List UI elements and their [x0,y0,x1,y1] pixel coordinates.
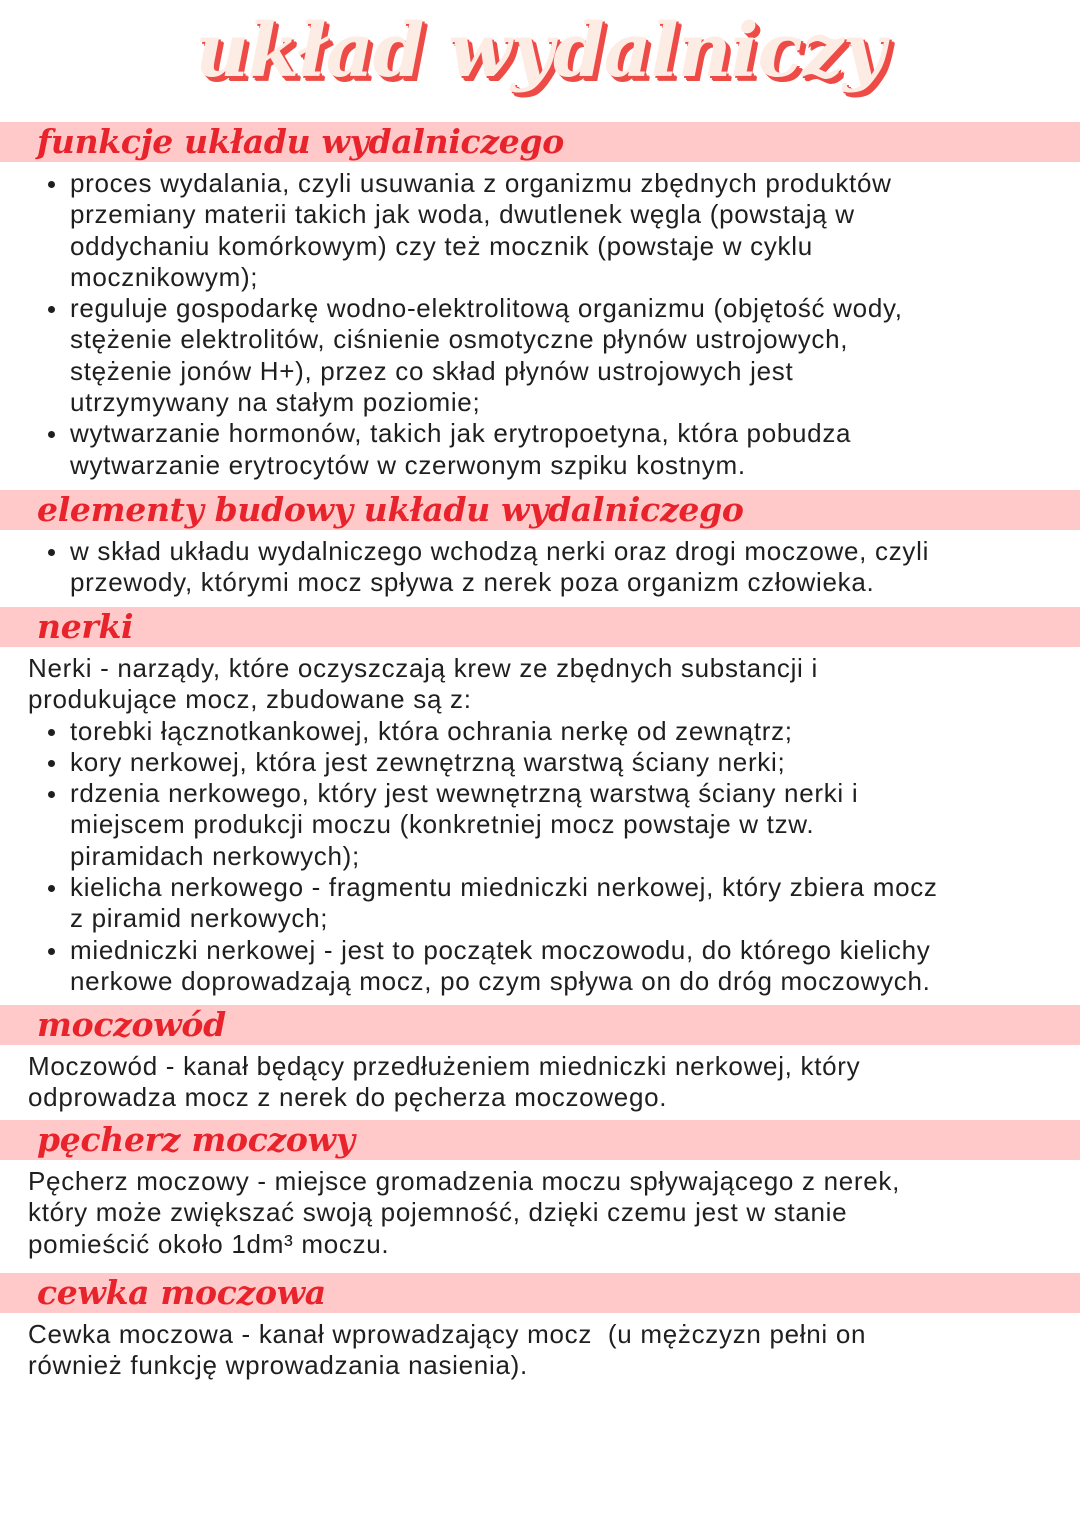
text-line: kory nerkowej, która jest zewnętrzną warstwą ściany nerki; [70,746,786,777]
text-line: który może zwiększać swoją pojemność, dzięki czemu jest w stanie [28,1197,848,1228]
text-line: Nerki - narządy, które oczyszczają krew ze zbędnych substancji i [28,653,818,683]
text-line: torebki łącznotkankowej, która ochrania nerkę od zewnątrz; [70,715,793,746]
text-line: stężenie elektrolitów, ciśnienie osmotyczne płynów ustrojowych, [70,324,849,355]
text-line: rdzenia nerkowego, który jest wewnętrzną warstwą ściany nerki i [70,778,859,809]
text-line: przewody, którymi mocz spływa z nerek poza organizm człowieka. [70,567,875,598]
text-line: Cewka moczowa - kanał wprowadzający mocz (u mężczyzn pełni on [28,1319,867,1349]
text-line: wytwarzanie hormonów, takich jak erytropoetyna, która pobudza [70,418,852,449]
section-kidneys [0,607,1080,997]
list-item [0,872,1080,935]
text-line: wytwarzanie erytrocytów w czerwonym szpiku kostnym. [70,449,746,480]
section-content [0,536,1080,599]
bullet-list [0,536,1080,599]
section-heading-band [0,1120,1080,1160]
list-item [0,536,1080,599]
list-item [0,418,1080,481]
bullet-icon [48,791,55,798]
bullet-icon [48,431,55,438]
text-line: stężenie jonów H+), przez co skład płynów ustrojowych jest [70,355,794,386]
text-line: reguluje gospodarkę wodno-elektrolitową organizmu (objętość wody, [70,293,903,324]
list-item [0,168,1080,293]
bullet-icon [48,306,55,313]
section-heading: nerki [37,607,134,646]
text-line: miejscem produkcji moczu (konkretniej mocz powstaje w tzw. [70,809,815,840]
section-heading: moczowód [37,1005,226,1044]
section-functions [0,122,1080,481]
text-line: miedniczki nerkowej - jest to początek moczowodu, do którego kielichy [70,934,931,965]
page-title: układ wydalniczy [195,8,885,94]
text-line: proces wydalania, czyli usuwania z organizmu zbędnych produktów [70,168,892,198]
section-urethra [0,1273,1080,1382]
section-heading-band [0,490,1080,530]
bullet-icon [48,760,55,767]
text-line: produkujące mocz, zbudowane są z: [28,684,472,715]
text-line: Moczowód - kanał będący przedłużeniem miedniczki nerkowej, który [28,1051,861,1081]
text-line: również funkcję wprowadzania nasienia). [28,1350,528,1381]
text-line: mocznikowym); [70,261,259,292]
section-heading-band [0,1273,1080,1313]
intro-paragraph [0,653,1080,716]
text-line: z piramid nerkowych; [70,903,329,934]
bullet-icon [48,181,55,188]
text-line: pomieścić około 1dm³ moczu. [28,1228,390,1259]
bullet-icon [48,729,55,736]
section-heading: elementy budowy układu wydalniczego [37,490,744,529]
text-line: odprowadza mocz z nerek do pęcherza moczowego. [28,1082,668,1113]
text-line: nerkowe doprowadzają mocz, po czym spływa on do dróg moczowych. [70,965,931,996]
text-line: kielicha nerkowego - fragmentu miedniczki nerkowej, który zbiera mocz [70,872,938,903]
text-line: piramidach nerkowych); [70,840,360,871]
list-item [0,935,1080,998]
list-item [0,716,1080,747]
section-heading: pęcherz moczowy [37,1120,355,1159]
section-content [0,653,1080,997]
text-line: Pęcherz moczowy - miejsce gromadzenia moczu spływającego z nerek, [28,1166,901,1196]
section-heading-band [0,607,1080,647]
list-item [0,293,1080,418]
text-line: w skład układu wydalniczego wchodzą nerki oraz drogi moczowe, czyli [70,536,930,566]
list-item [0,778,1080,872]
section-heading: cewka moczowa [37,1273,326,1312]
bullet-icon [48,549,55,556]
section-paragraph [0,1051,1080,1114]
section-heading: funkcje układu wydalniczego [37,122,564,161]
section-structure [0,490,1080,599]
section-paragraph [0,1319,1080,1382]
section-heading-band [0,1005,1080,1045]
text-line: przemiany materii takich jak woda, dwutlenek węgla (powstają w [70,199,855,230]
text-line: utrzymywany na stałym poziomie; [70,387,481,418]
bullet-icon [48,885,55,892]
section-paragraph [0,1166,1080,1260]
bullet-icon [48,948,55,955]
section-heading-band [0,122,1080,162]
section-ureter [0,1005,1080,1114]
bullet-list [0,716,1080,998]
list-item [0,747,1080,778]
section-bladder [0,1120,1080,1260]
text-line: oddychaniu komórkowym) czy też mocznik (powstaje w cyklu [70,230,813,261]
bullet-list [0,168,1080,481]
section-content [0,168,1080,481]
